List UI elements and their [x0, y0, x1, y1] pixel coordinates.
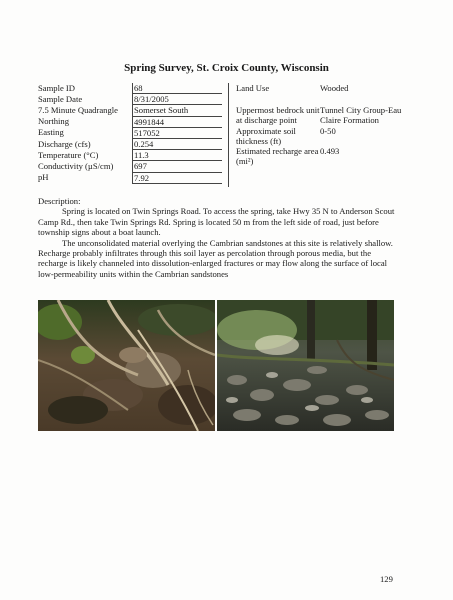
description-paragraph: The unconsolidated material overlying the Cambrian sandstones at this site is relatively shallow. Recharge probably infiltrates through this soil layer as percolation through porous media, but the recharge is likely channeled into dissolution-enlarged fractures or may flow along the surface of local low-permeability units within the Cambrian sandstones: [38, 237, 393, 279]
table-row: [38, 127, 222, 138]
row-value: Wooded: [320, 83, 349, 93]
row-value: Somerset South: [133, 105, 223, 116]
row-value: 517052: [133, 127, 223, 138]
row-value: 0.493: [320, 146, 340, 157]
row-label: Conductivity (µS/cm): [38, 161, 133, 172]
sample-info-table: [38, 83, 222, 184]
table-row: [236, 126, 406, 146]
row-value: 11.3: [133, 150, 223, 161]
table-row: [38, 172, 222, 183]
row-label: Temperature (°C): [38, 150, 133, 161]
table-row: [38, 94, 222, 105]
row-label: Easting: [38, 127, 133, 138]
table-row: [38, 150, 222, 161]
table-row: [236, 105, 406, 125]
row-label: Discharge (cfs): [38, 139, 133, 150]
table-row: [38, 83, 222, 94]
table-row: [38, 116, 222, 127]
description-paragraph: Spring is located on Twin Springs Road. To access the spring, take Hwy 35 N to Anderson Scout Camp Rd., then take Twin Springs Rd. Spring is located 50 m from the left side of road, just before township signs about a boat launch.: [38, 206, 395, 238]
row-value: 697: [133, 161, 223, 172]
table-divider: [228, 83, 229, 187]
row-value: 0.254: [133, 139, 223, 150]
row-value: 68: [133, 83, 223, 94]
site-info-table: [236, 83, 406, 166]
row-value: Tunnel City Group-Eau Claire Formation: [320, 105, 402, 126]
row-label: Estimated recharge area (mi²): [236, 146, 319, 167]
table-row: [38, 139, 222, 150]
row-label: Sample Date: [38, 94, 133, 105]
row-value: 7.92: [133, 172, 223, 183]
row-value: 8/31/2005: [133, 94, 223, 105]
table-row: [236, 146, 406, 166]
row-label: Uppermost bedrock unit at discharge point: [236, 105, 320, 126]
spring-photo-roots: [38, 300, 215, 431]
row-label: 7.5 Minute Quadrangle: [38, 105, 133, 116]
row-label: Land Use: [236, 83, 270, 93]
description-section: [38, 196, 398, 279]
table-row: [38, 105, 222, 116]
table-row: [236, 83, 406, 93]
spring-photo-streambed: [217, 300, 394, 431]
table-spacer: [236, 93, 406, 105]
row-label: pH: [38, 172, 133, 183]
row-label: Approximate soil thickness (ft): [236, 125, 296, 146]
page-number: 129: [380, 574, 393, 584]
page-title: Spring Survey, St. Croix County, Wisconsin: [124, 62, 329, 74]
row-label: Northing: [38, 116, 133, 127]
row-label: Sample ID: [38, 83, 133, 94]
row-value: 0-50: [320, 125, 336, 136]
row-value: 4991844: [133, 116, 223, 127]
table-row: [38, 161, 222, 172]
description-label: Description:: [38, 196, 81, 206]
